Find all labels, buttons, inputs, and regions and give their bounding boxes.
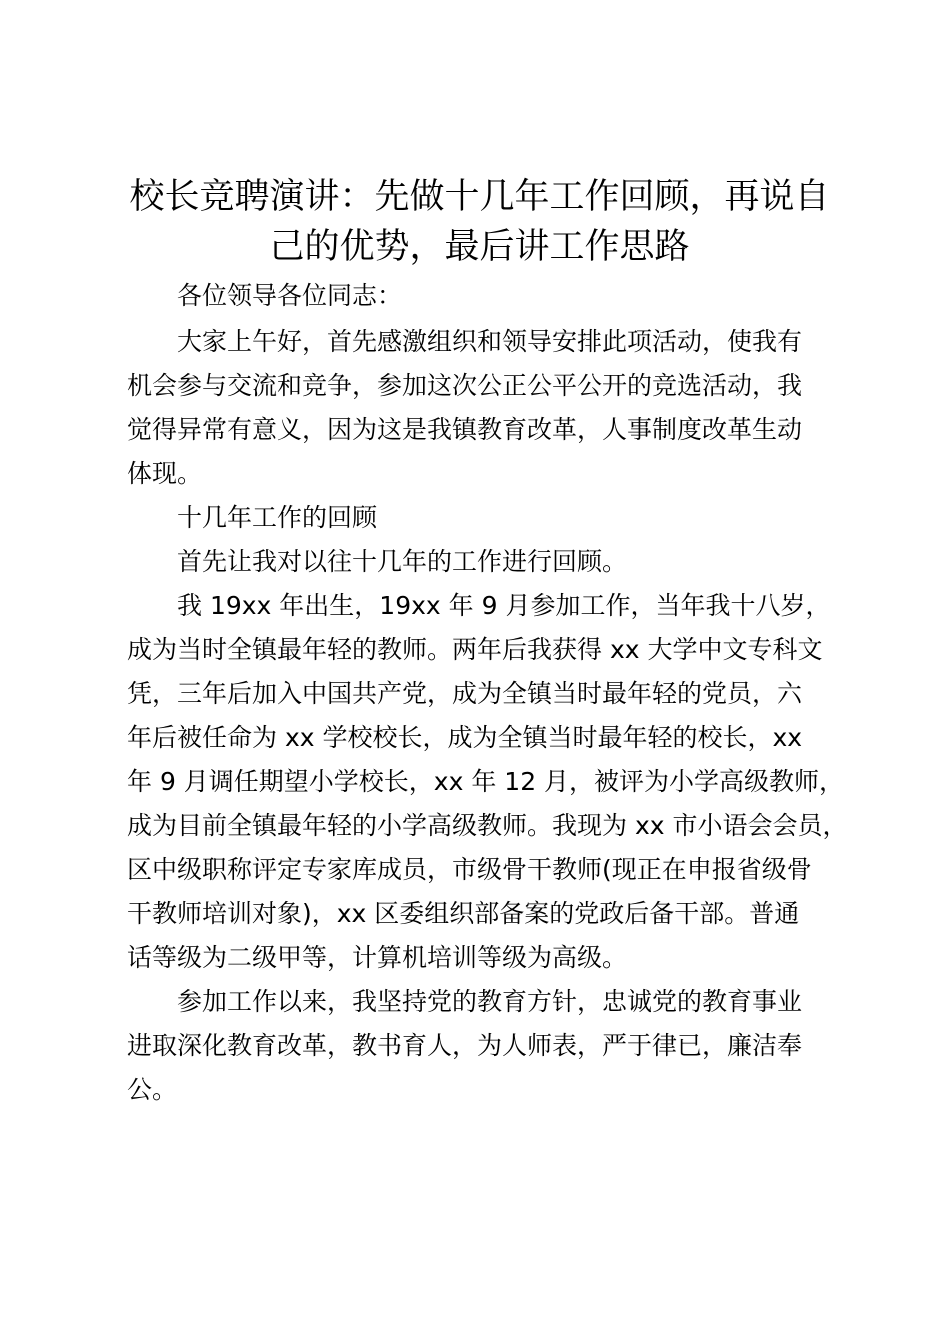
paragraph-commitment	[127, 980, 832, 1112]
text-line: 区中级职称评定专家库成员，市级骨干教师(现正在申报省级骨	[127, 855, 812, 884]
text-line: 机会参与交流和竞争，参加这次公正公平公开的竞选活动，我	[127, 371, 803, 400]
paragraph-greeting	[127, 320, 832, 496]
text-line: 大家上午好，首先感激组织和领导安排此项活动，使我有	[177, 327, 803, 356]
section-heading-text: 十几年工作的回顾	[177, 503, 378, 532]
text-line: 话等级为二级甲等，计算机培训等级为高级。	[127, 943, 628, 972]
title-line: 校长竞聘演讲：先做十几年工作回顾，再说自	[129, 177, 830, 217]
text-line: 年 9 月调任期望小学校长，xx 年 12 月，被评为小学高级教师，	[127, 767, 845, 796]
document-page	[127, 172, 848, 1112]
text-line: 年后被任命为 xx 学校校长，成为全镇当时最年轻的校长，xx	[127, 723, 803, 752]
text-line: 我 19xx 年出生，19xx 年 9 月参加工作，当年我十八岁，	[177, 591, 831, 620]
paragraph-intro	[127, 540, 832, 584]
text-line: 进取深化教育改革，教书育人，为人师表，严于律已，廉洁奉	[127, 1031, 803, 1060]
text-line: 参加工作以来，我坚持党的教育方针，忠诚党的教育事业	[177, 987, 803, 1016]
salutation-text: 各位领导各位同志：	[177, 281, 403, 310]
document-title	[121, 172, 838, 272]
text-line: 成为当时全镇最年轻的教师。两年后我获得 xx 大学中文专科文	[127, 635, 823, 664]
text-line: 成为目前全镇最年轻的小学高级教师。我现为 xx 市小语会会员，	[127, 811, 848, 840]
text-line: 凭，三年后加入中国共产党，成为全镇当时最年轻的党员，六	[127, 679, 803, 708]
text-line: 体现。	[127, 459, 203, 488]
text-line: 公。	[127, 1075, 178, 1104]
salutation	[127, 274, 832, 318]
title-line: 己的优势，最后讲工作思路	[269, 227, 690, 267]
paragraph-career	[127, 584, 848, 980]
section-heading	[127, 496, 832, 540]
text-line: 首先让我对以往十几年的工作进行回顾。	[177, 547, 628, 576]
text-line: 觉得异常有意义，因为这是我镇教育改革，人事制度改革生动	[127, 415, 803, 444]
text-line: 干教师培训对象)，xx 区委组织部备案的党政后备干部。普通	[127, 899, 800, 928]
